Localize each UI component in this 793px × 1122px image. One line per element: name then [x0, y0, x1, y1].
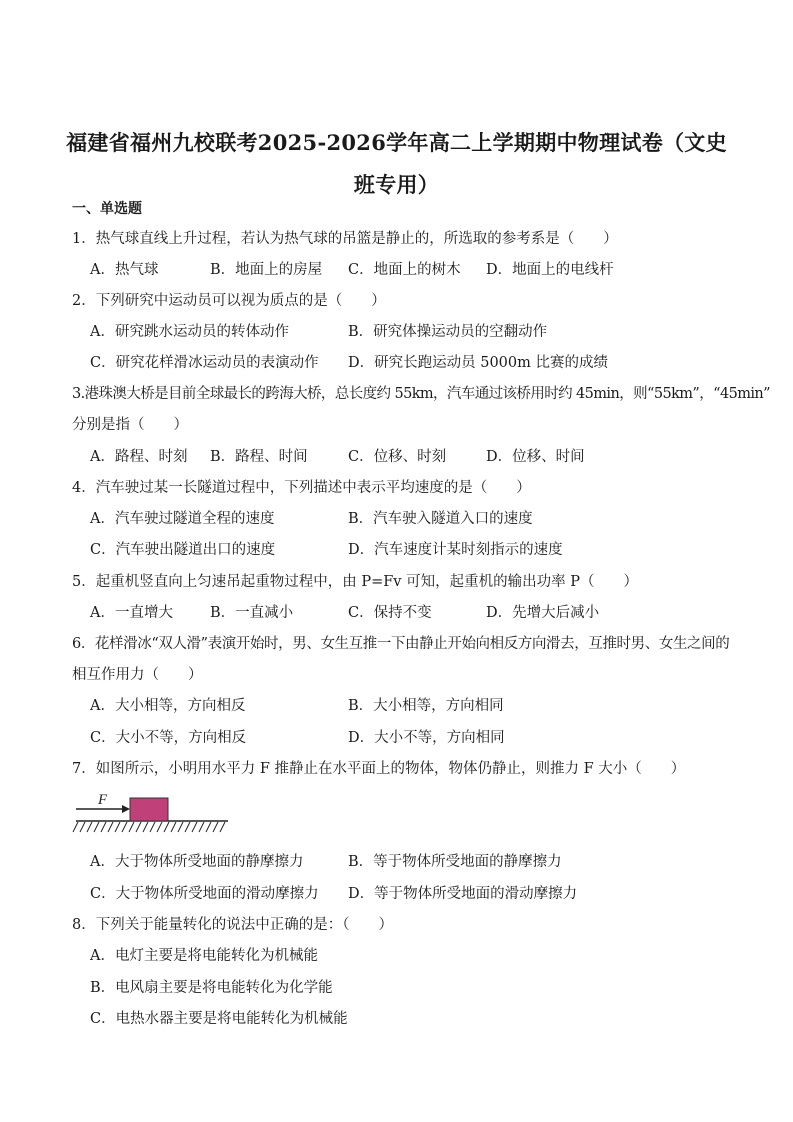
question-2-stem: 2．下列研究中运动员可以视为质点的是（ ）: [72, 293, 386, 309]
force-label: F: [98, 792, 108, 808]
question-1-option-a: A．热气球: [90, 262, 159, 278]
page-title: 福建省福州九校联考2025-2026学年高二上学期期中物理试卷（文史班专用）: [66, 130, 727, 197]
ground-hatching: [73, 822, 225, 832]
question-7-option-c: C．大于物体所受地面的滑动摩擦力: [90, 886, 319, 902]
force-block-diagram: [72, 790, 232, 834]
force-arrow-head: [122, 805, 130, 813]
question-7-stem: 7．如图所示，小明用水平力 F 推静止在水平面上的物体，物体仍静止，则推力 F 大小（ ）: [72, 761, 686, 777]
question-1-option-c: C．地面上的树木: [348, 262, 461, 278]
question-6-option-b: B．大小相等，方向相同: [348, 698, 504, 714]
question-3-option-a: A．路程、时刻: [90, 449, 188, 465]
question-6-stem-line-1: 6．花样滑冰“双人滑”表演开始时，男、女生互推一下由静止开始向相反方向滑去，互推时男、女生之间的: [72, 636, 730, 652]
question-8-stem: 8．下列关于能量转化的说法中正确的是：（ ）: [72, 917, 393, 933]
question-2-option-c: C．研究花样滑冰运动员的表演动作: [90, 355, 319, 371]
question-3-option-d: D．位移、时间: [486, 449, 585, 465]
section-heading: 一、单选题: [72, 201, 142, 217]
question-4-option-a: A．汽车驶过隧道全程的速度: [90, 511, 275, 527]
question-5-option-b: B．一直减小: [210, 605, 294, 621]
question-5-option-c: C．保持不变: [348, 605, 432, 621]
question-2-option-b: B．研究体操运动员的空翻动作: [348, 324, 548, 340]
question-8-option-a: A．电灯主要是将电能转化为机械能: [90, 948, 318, 964]
question-4-option-b: B．汽车驶入隧道入口的速度: [348, 511, 533, 527]
question-6-option-a: A．大小相等，方向相反: [90, 698, 246, 714]
question-1-stem: 1．热气球直线上升过程，若认为热气球的吊篮是静止的，所选取的参考系是（ ）: [72, 231, 618, 247]
question-7-option-d: D．等于物体所受地面的滑动摩擦力: [348, 886, 578, 902]
question-8-option-c: C．电热水器主要是将电能转化为机械能: [90, 1011, 348, 1027]
question-6-option-d: D．大小不等，方向相同: [348, 730, 505, 746]
question-7-option-a: A．大于物体所受地面的静摩擦力: [90, 854, 304, 870]
question-1-option-b: B．地面上的房屋: [210, 262, 323, 278]
question-4-option-c: C．汽车驶出隧道出口的速度: [90, 542, 276, 558]
question-6-stem-line-2: 相互作用力（ ）: [72, 667, 203, 683]
question-7-option-b: B．等于物体所受地面的静摩擦力: [348, 854, 562, 870]
question-3-option-c: C．位移、时刻: [348, 449, 447, 465]
question-2-option-a: A．研究跳水运动员的转体动作: [90, 324, 289, 340]
question-3-stem-line-2: 分别是指（ ）: [72, 417, 188, 433]
question-5-stem: 5．起重机竖直向上匀速吊起重物过程中，由 P=Fv 可知，起重机的输出功率 P（ ）: [72, 574, 638, 590]
question-5-option-d: D．先增大后减小: [486, 605, 600, 621]
question-8-option-b: B．电风扇主要是将电能转化为化学能: [90, 980, 333, 996]
question-3-stem-line-1: 3.港珠澳大桥是目前全球最长的跨海大桥，总长度约 55km，汽车通过该桥用时约 45min，则“55km”，“45min”: [72, 386, 770, 402]
question-6-option-c: C．大小不等，方向相反: [90, 730, 247, 746]
pushed-block: [130, 798, 168, 821]
question-1-option-d: D．地面上的电线杆: [486, 262, 614, 278]
question-3-option-b: B．路程、时间: [210, 449, 308, 465]
question-4-option-d: D．汽车速度计某时刻指示的速度: [348, 542, 563, 558]
question-5-option-a: A．一直增大: [90, 605, 173, 621]
question-4-stem: 4．汽车驶过某一长隧道过程中，下列描述中表示平均速度的是（ ）: [72, 480, 531, 496]
question-2-option-d: D．研究长跑运动员 5000m 比赛的成绩: [348, 355, 608, 371]
